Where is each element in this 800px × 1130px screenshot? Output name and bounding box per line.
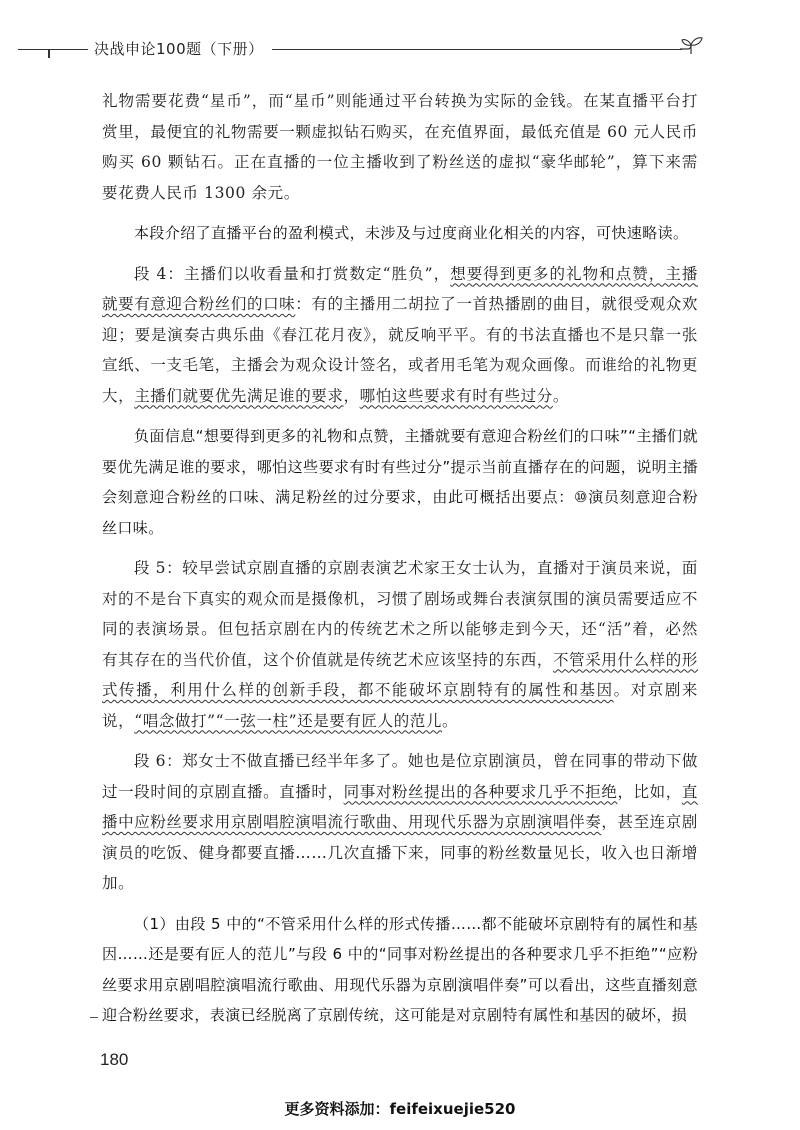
source-paragraph-6 <box>102 746 698 899</box>
source-paragraph-5 <box>102 553 698 736</box>
analysis-note-2: 负面信息“想要得到更多的礼物和点赞，主播就要有意迎合粉丝们的口味”“主播们就要优先满足谁的要求，哪怕这些要求有时有些过分”提示当前直播存在的问题，说明主播会刻意迎合粉丝的口味、满足粉丝的过分要求，由此可概括出要点：⑩演员刻意迎合粉丝口味。 <box>102 427 698 537</box>
header-rule-right <box>272 49 682 50</box>
analysis-note-1: 本段介绍了直播平台的盈利模式，未涉及与过度商业化相关的内容，可快速略读。 <box>134 224 689 242</box>
underlined-phrase: 想要得到更多的礼物和点赞，主播就要有意迎合粉丝们的口味 <box>102 264 698 313</box>
margin-mark <box>90 1017 98 1018</box>
analysis-note-3: （1）由段 5 中的“不管采用什么样的形式传播……都不能破坏京剧特有的属性和基因……还是要有匠人的范儿”与段 6 中的“同事对粉丝提出的各种要求几乎不拒绝”“应粉丝要求用京剧唱腔演唱流行歌曲、用现代乐器为京剧演唱伴奏”可以看出，这些直播刻意迎合粉丝要求，表演已经脱离了京剧传统，这可能是对京剧特有属性和基因的破坏，损 <box>102 914 698 1024</box>
p6-end: ，甚至连京剧演员的吃饭、健身都要直播……几次直播下来，同事的粉丝数量见长，收入也日渐增加。 <box>102 813 698 892</box>
source-paragraph-p1: 礼物需要花费“星币”，而“星币”则能通过平台转换为实际的金钱。在某直播平台打赏里，最便宜的礼物需要一颗虚拟钻石购买，在充值界面，最低充值是 60 元人民币购买 60 颗钻石。正在直播的一位主播收到了粉丝送的虚拟“豪华邮轮”，算下来需要花费人民币 1300 余元。 <box>102 92 698 202</box>
p4-body: ：有的主播用二胡拉了一首热播剧的曲目，就很受观众欢迎；要是演奏古典乐曲《春江花月夜》，就反响平平。有的书法直播也不是只靠一张宣纸、一支毛笔，主播会为观众设计签名，或者用毛笔为观众画像。而谁给的礼物更大， <box>102 295 698 405</box>
p6-lead: 段 6：郑女士不做直播已经半年多了。她也是位京剧演员，曾在同事的带动下做过一段时间的京剧直播。直播时， <box>102 752 698 801</box>
book-title: 决战申论100题（下册） <box>94 40 264 58</box>
p4-end: 。 <box>552 386 569 405</box>
page-body <box>102 86 698 1041</box>
underlined-phrase: “唱念做打”“一弦一柱”还是要有匠人的范儿 <box>134 711 443 730</box>
underlined-phrase: 主播们就要优先满足谁的要求 <box>134 386 344 405</box>
running-header <box>0 34 800 64</box>
p4-comma: ， <box>343 386 360 405</box>
underlined-phrase: 哪怕这些要求有时有些过分 <box>359 386 553 405</box>
p5-end: 。 <box>442 711 459 730</box>
sprout-icon <box>678 34 706 60</box>
underlined-phrase: 直播中应粉丝要求用京剧唱腔演唱流行歌曲、用现代乐器为京剧演唱伴奏 <box>102 782 698 831</box>
p4-lead: 段 4：主播们以收看量和打赏数定“胜负”， <box>134 264 451 283</box>
source-paragraph-4 <box>102 259 698 412</box>
header-rule-left <box>18 49 88 50</box>
underlined-phrase: 同事对粉丝提出的各种要求几乎不拒绝 <box>343 782 618 801</box>
footer-note: 更多资料添加：feifeixuejie520 <box>284 1100 516 1118</box>
page-number: 180 <box>100 1050 129 1069</box>
header-tick-mark <box>48 50 50 58</box>
p5-mid: 。对京剧来说， <box>102 681 698 730</box>
underlined-phrase: 不管采用什么样的形式传播，利用什么样的创新手段，都不能破坏京剧特有的属性和基因 <box>102 650 698 699</box>
p5-lead: 段 5：较早尝试京剧直播的京剧表演艺术家王女士认为，直播对于演员来说，面对的不是台下真实的观众而是摄像机，习惯了剧场或舞台表演氛围的演员需要适应不同的表演场景。但包括京剧在内的传统艺术之所以能够走到今天，还“活”着，必然有其存在的当代价值，这个价值就是传统艺术应该坚持的东西， <box>102 559 698 669</box>
p6-mid: ，比如， <box>617 782 682 801</box>
